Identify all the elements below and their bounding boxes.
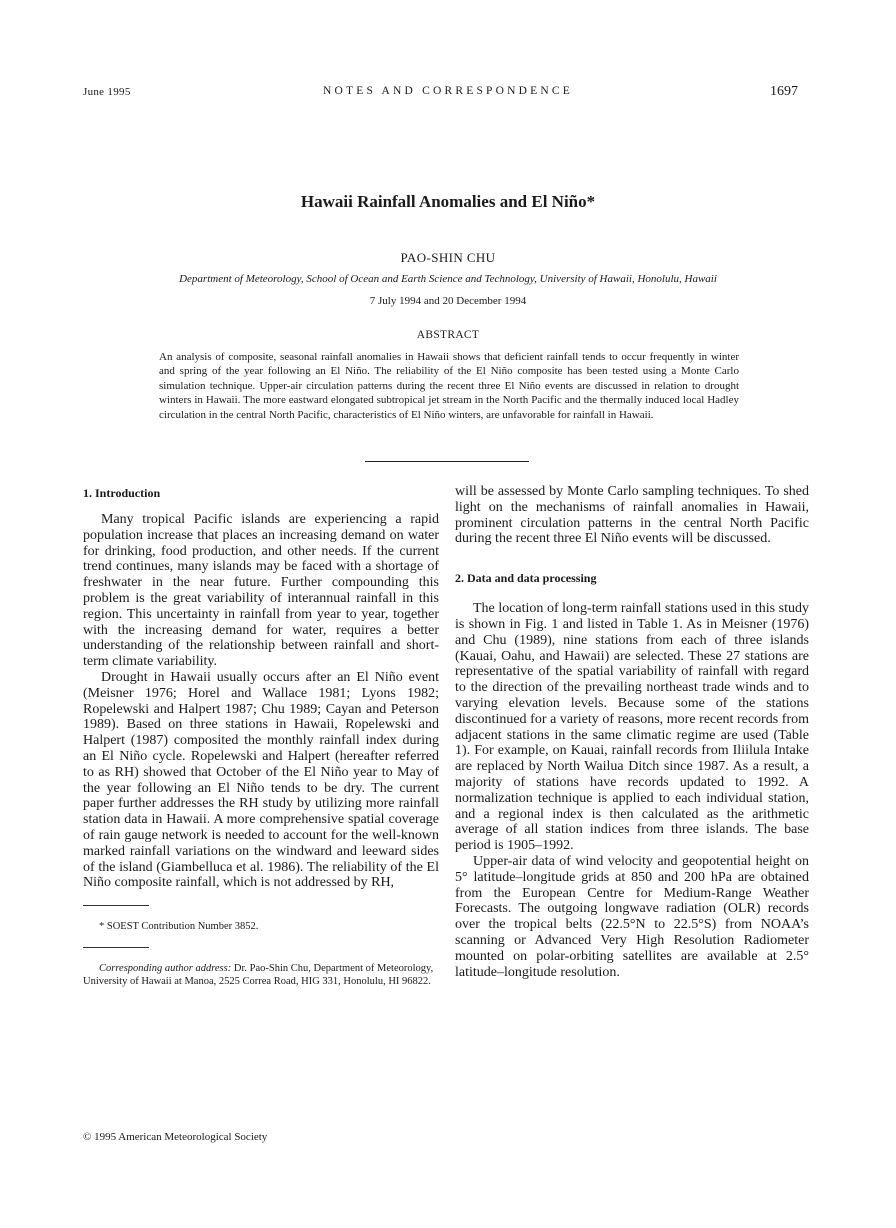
author-affiliation: Department of Meteorology, School of Ocean and Earth Science and Technology, University of Hawaii, Honolulu, Hawaii <box>179 273 717 285</box>
corresponding-text: Dr. Pao-Shin Chu, Department of Meteorology, University of Hawaii at Manoa, 2525 Correa Road, HIG 331, Honolulu, HI 96822. <box>83 963 434 988</box>
title-divider <box>365 461 529 462</box>
data-paragraph-1: The location of long-term rainfall stations used in this study is shown in Fig. 1 and listed in Table 1. As in Meisner (1976) and Chu (1989), nine stations from each of three islands (Kauai, Oahu, and Hawaii) are selected. These 27 stations are representative of the spatial variability of rainfall with regard to the direction of the prevailing northeast trade winds and to varying elevation levels. Because some of the stations discontinued for a variety of reasons, more recent records from adjacent stations in the same climatic regime are used (Table 1). For example, on Kauai, rainfall records from Iliilula Intake are replaced by North Wailua Ditch since 1987. As a result, a majority of stations have records updated to 1992. A normalization technique is applied to each individual station, and a regional index is then calculated as the arithmetic average of all station indices from three islands. The base period is 1905–1992. <box>455 601 809 854</box>
abstract-text: An analysis of composite, seasonal rainfall anomalies in Hawaii shows that deficient rainfall tends to occur frequently in winter and spring of the year following an El Niño. The reliability of the El Niño composite has been tested using a Monte Carlo simulation technique. Upper-air circulation patterns during the recent three El Niño events are discussed in relation to drought winters in Hawaii. The more eastward elongated subtropical jet stream in the North Pacific and the thermally induced local Hadley circulation in the central North Pacific, characteristics of El Niño winters, are unfavorable for rainfall in Hawaii. <box>159 351 739 421</box>
footnote-rule <box>83 905 149 906</box>
page-number: 1697 <box>770 84 798 99</box>
data-heading: 2. Data and data processing <box>455 571 597 586</box>
contribution-footnote: * SOEST Contribution Number 3852. <box>99 921 259 933</box>
intro-heading: 1. Introduction <box>83 486 161 500</box>
running-header-date: June 1995 <box>83 86 131 98</box>
copyright-notice: © 1995 American Meteorological Society <box>83 1131 268 1143</box>
running-header-section: NOTES AND CORRESPONDENCE <box>323 85 573 97</box>
intro-paragraph-2-continued: will be assessed by Monte Carlo sampling techniques. To shed light on the mechanisms of rainfall anomalies in Hawaii, prominent circulation patterns in the central North Pacific during the recent three El Niño events will be discussed. <box>455 484 809 547</box>
left-column <box>83 484 439 988</box>
abstract-heading: ABSTRACT <box>416 329 480 341</box>
corresponding-address <box>83 962 439 988</box>
data-paragraph-2: Upper-air data of wind velocity and geopotential height on 5° latitude–longitude grids at 850 and 200 hPa are obtained from the European Centre for Medium-Range Weather Forecasts. The outgoing longwave radiation (OLR) records over the tropical belts (22.5°N to 22.5°S) from NOAA’s scanning or Advanced Very High Resolution Radiometer mounted on polar-orbiting satellites are available at 2.5° latitude–longitude resolution. <box>455 853 809 980</box>
corresponding-label: Corresponding author address: <box>99 963 232 975</box>
article-title: Hawaii Rainfall Anomalies and El Niño* <box>300 192 596 211</box>
author-name: PAO-SHIN CHU <box>400 250 496 265</box>
right-column <box>455 484 809 980</box>
intro-paragraph-2: Drought in Hawaii usually occurs after an El Niño event (Meisner 1976; Horel and Wallace 1981; Lyons 1982; Ropelewski and Halpert 1987; Chu 1989; Cayan and Peterson 1989). Based on three stations in Hawaii, Ropelewski and Halpert (1987) composited the monthly rainfall index during an El Niño cycle. Ropelewski and Halpert (hereafter referred to as RH) showed that October of the El Niño year to May of the year following an El Niño tends to be dry. The current paper further addresses the RH study by utilizing more rainfall station data in Hawaii. A more comprehensive spatial coverage of rain gauge network is needed to account for the well-known marked rainfall variations on the windward and leeward sides of the island (Giambelluca et al. 1986). The reliability of the El Niño composite rainfall, which is not addressed by RH, <box>83 669 439 891</box>
received-dates: 7 July 1994 and 20 December 1994 <box>369 295 527 307</box>
intro-paragraph-1: Many tropical Pacific islands are experiencing a rapid population increase that places an increasing demand on water for drinking, food production, and other needs. If the current trend continues, many islands may be faced with a shortage of freshwater in the near future. Further compounding this problem is the great variability of interannual rainfall in this region. This uncertainty in rainfall from year to year, together with the increasing demand for water, requires a better understanding of the relationship between rainfall and short-term climate variability. <box>83 512 439 670</box>
footnote-rule-2 <box>83 947 149 948</box>
